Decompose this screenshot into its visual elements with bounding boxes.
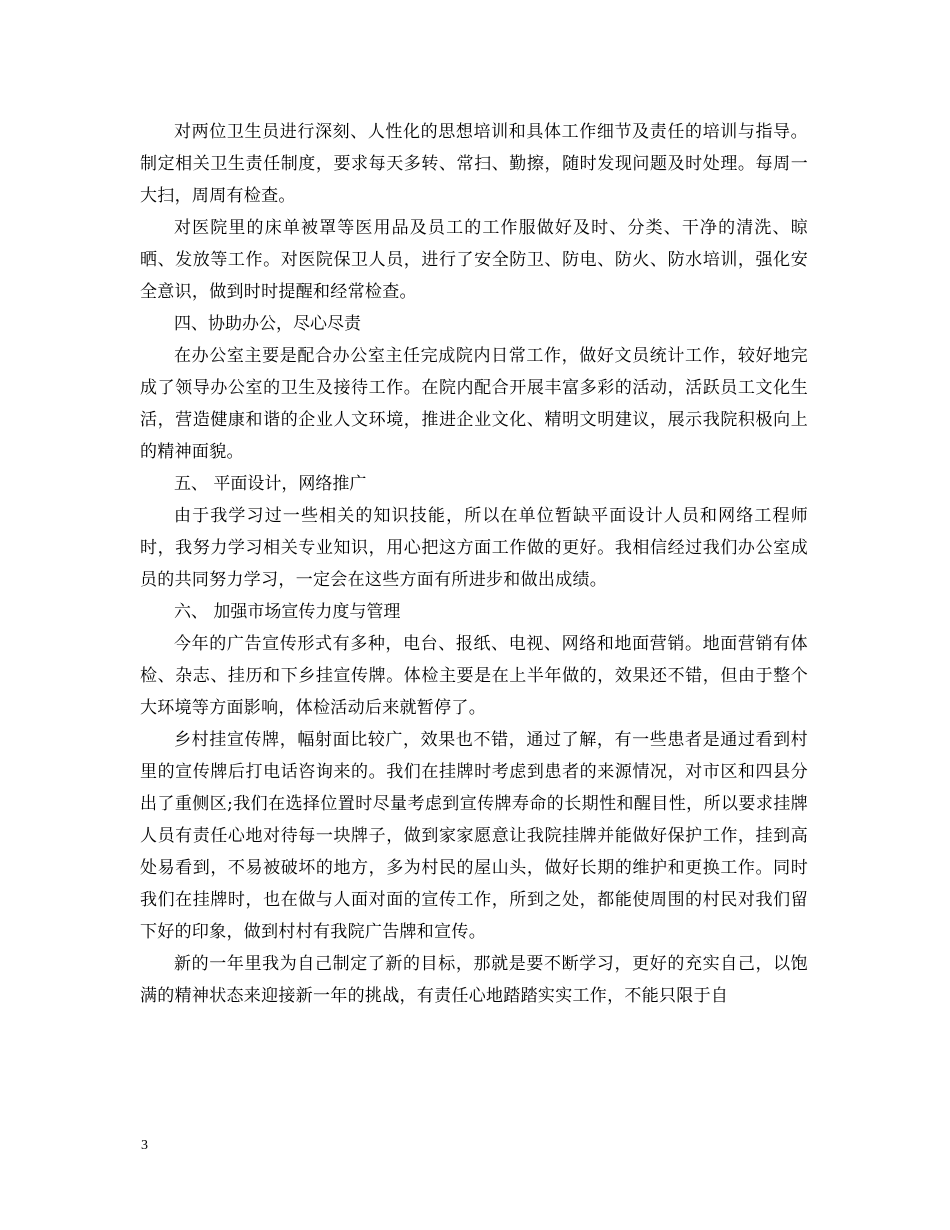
paragraph-laundry-security: 对医院里的床单被罩等医用品及员工的工作服做好及时、分类、干净的清洗、晾晒、发放等工作。对医院保卫人员，进行了安全防卫、防电、防火、防水培训，强化安全意识，做到时时提醒和经常检查。 [140,218,808,302]
paragraph-office-work: 在办公室主要是配合办公室主任完成院内日常工作，做好文员统计工作，较好地完成了领导办公室的卫生及接待工作。在院内配合开展丰富多彩的活动，活跃员工文化生活，营造健康和谐的企业人文环境，推进企业文化、精明文明建议，展示我院积极向上的精神面貌。 [140,346,808,462]
section-heading-graphic-design: 五、 平面设计，网络推广 [174,474,367,494]
page-number: 3 [141,1138,148,1153]
paragraph-village-signs: 乡村挂宣传牌，幅射面比较广，效果也不错，通过了解，有一些患者是通过看到村里的宣传牌后打电话咨询来的。我们在挂牌时考虑到患者的来源情况，对市区和四县分出了重侧区;我们在选择位置时尽量考虑到宣传牌寿命的长期性和醒目性，所以要求挂牌人员有责任心地对待每一块牌子，做到家家愿意让我院挂牌并能做好保护工作，挂到高处易看到，不易被破坏的地方，多为村民的屋山头，做好长期的维护和更换工作。同时我们在挂牌时，也在做与人面对面的宣传工作，所到之处，都能使周围的村民对我们留下好的印象，做到村村有我院广告牌和宣传。 [140,730,808,942]
document-body [140,116,808,1012]
section-heading-office-assist: 四、协助办公，尽心尽责 [174,314,361,334]
paragraph-design-network: 由于我学习过一些相关的知识技能，所以在单位暂缺平面设计人员和网络工程师时，我努力学习相关专业知识，用心把这方面工作做的更好。我相信经过我们办公室成员的共同努力学习，一定会在这些方面有所进步和做出成绩。 [140,506,808,590]
section-heading-marketing: 六、 加强市场宣传力度与管理 [174,602,401,622]
paragraph-hygiene-training: 对两位卫生员进行深刻、人性化的思想培训和具体工作细节及责任的培训与指导。制定相关卫生责任制度，要求每天多转、常扫、勤擦，随时发现问题及时处理。每周一大扫，周周有检查。 [140,122,808,206]
paragraph-new-year-goals: 新的一年里我为自己制定了新的目标，那就是要不断学习，更好的充实自己，以饱满的精神状态来迎接新一年的挑战，有责任心地踏踏实实工作，不能只限于自 [140,954,808,1006]
paragraph-advertising-forms: 今年的广告宣传形式有多种，电台、报纸、电视、网络和地面营销。地面营销有体检、杂志、挂历和下乡挂宣传牌。体检主要是在上半年做的，效果还不错，但由于整个大环境等方面影响，体检活动后来就暂停了。 [140,634,808,718]
